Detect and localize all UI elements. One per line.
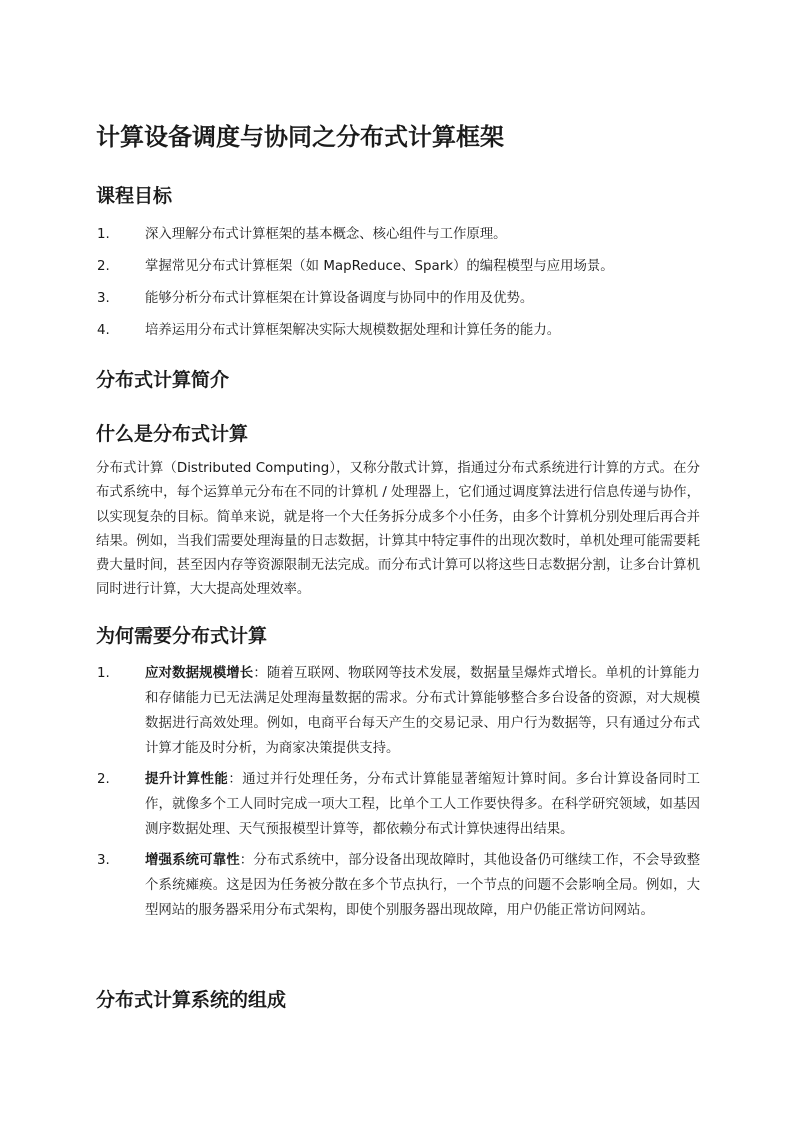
list-number: 3. xyxy=(97,291,110,306)
document-title: 计算设备调度与协同之分布式计算框架 xyxy=(96,123,504,151)
list-label: 增强系统可靠性 xyxy=(145,853,240,868)
list-number: 2. xyxy=(97,772,110,787)
goals-list xyxy=(96,222,700,350)
list-text: 深入理解分布式计算框架的基本概念、核心组件与工作原理。 xyxy=(145,227,507,242)
list-item xyxy=(96,767,700,842)
why-list xyxy=(96,661,700,929)
list-text: ：通过并行处理任务，分布式计算能显著缩短计算时间。多台计算设备同时工作，就像多个工人同时完成一项大工程，比单个工人工作要快得多。在科学研究领域，如基因测序数据处理、天气预报模型计算等，都依赖分布式计算快速得出结果。 xyxy=(145,772,701,837)
list-number: 3. xyxy=(97,853,110,868)
list-label: 应对数据规模增长 xyxy=(145,666,254,681)
list-number: 4. xyxy=(97,323,110,338)
list-item xyxy=(96,286,700,318)
list-text: 掌握常见分布式计算框架（如 MapReduce、Spark）的编程模型与应用场景。 xyxy=(145,259,614,274)
list-text: 能够分析分布式计算框架在计算设备调度与协同中的作用及优势。 xyxy=(145,291,534,306)
list-text: ：分布式系统中，部分设备出现故障时，其他设备仍可继续工作，不会导致整个系统瘫痪。这是因为任务被分散在多个节点执行，一个节点的问题不会影响全局。例如，大型网站的服务器采用分布式架构，即使个别服务器出现故障，用户仍能正常访问网站。 xyxy=(145,853,700,918)
list-label: 提升计算性能 xyxy=(145,772,229,787)
list-item xyxy=(96,661,700,761)
list-item xyxy=(96,222,700,254)
list-number: 1. xyxy=(97,227,110,242)
list-number: 2. xyxy=(97,259,110,274)
what-heading: 什么是分布式计算 xyxy=(96,423,249,445)
list-item xyxy=(96,848,700,923)
list-text: ：随着互联网、物联网等技术发展，数据量呈爆炸式增长。单机的计算能力和存储能力已无法满足处理海量数据的需求。分布式计算能够整合多台设备的资源，对大规模数据进行高效处理。例如，电商平台每天产生的交易记录、用户行为数据等，只有通过分布式计算才能及时分析，为商家决策提供支持。 xyxy=(145,666,701,756)
why-heading: 为何需要分布式计算 xyxy=(96,625,268,647)
list-text: 培养运用分布式计算框架解决实际大规模数据处理和计算任务的能力。 xyxy=(145,323,561,338)
components-heading: 分布式计算系统的组成 xyxy=(96,989,287,1011)
list-item xyxy=(96,318,700,350)
goals-heading: 课程目标 xyxy=(96,185,173,207)
intro-heading: 分布式计算简介 xyxy=(96,369,230,391)
list-number: 1. xyxy=(97,666,110,681)
list-item xyxy=(96,254,700,286)
what-paragraph: 分布式计算（Distributed Computing），又称分散式计算，指通过分布式系统进行计算的方式。在分布式系统中，每个运算单元分布在不同的计算机 / 处理器上，它们通过调度算法进行信息传递与协作，以实现复杂的目标。简单来说，就是将一个大任务拆分成多个小任务，由多个计算机分别处理后再合并结果。例如，当我们需要处理海量的日志数据，计算其中特定事件的出现次数时，单机处理可能需要耗费大量时间，甚至因内存等资源限制无法完成。而分布式计算可以将这些日志数据分割，让多台计算机同时进行计算，大大提高处理效率。 xyxy=(96,461,700,598)
